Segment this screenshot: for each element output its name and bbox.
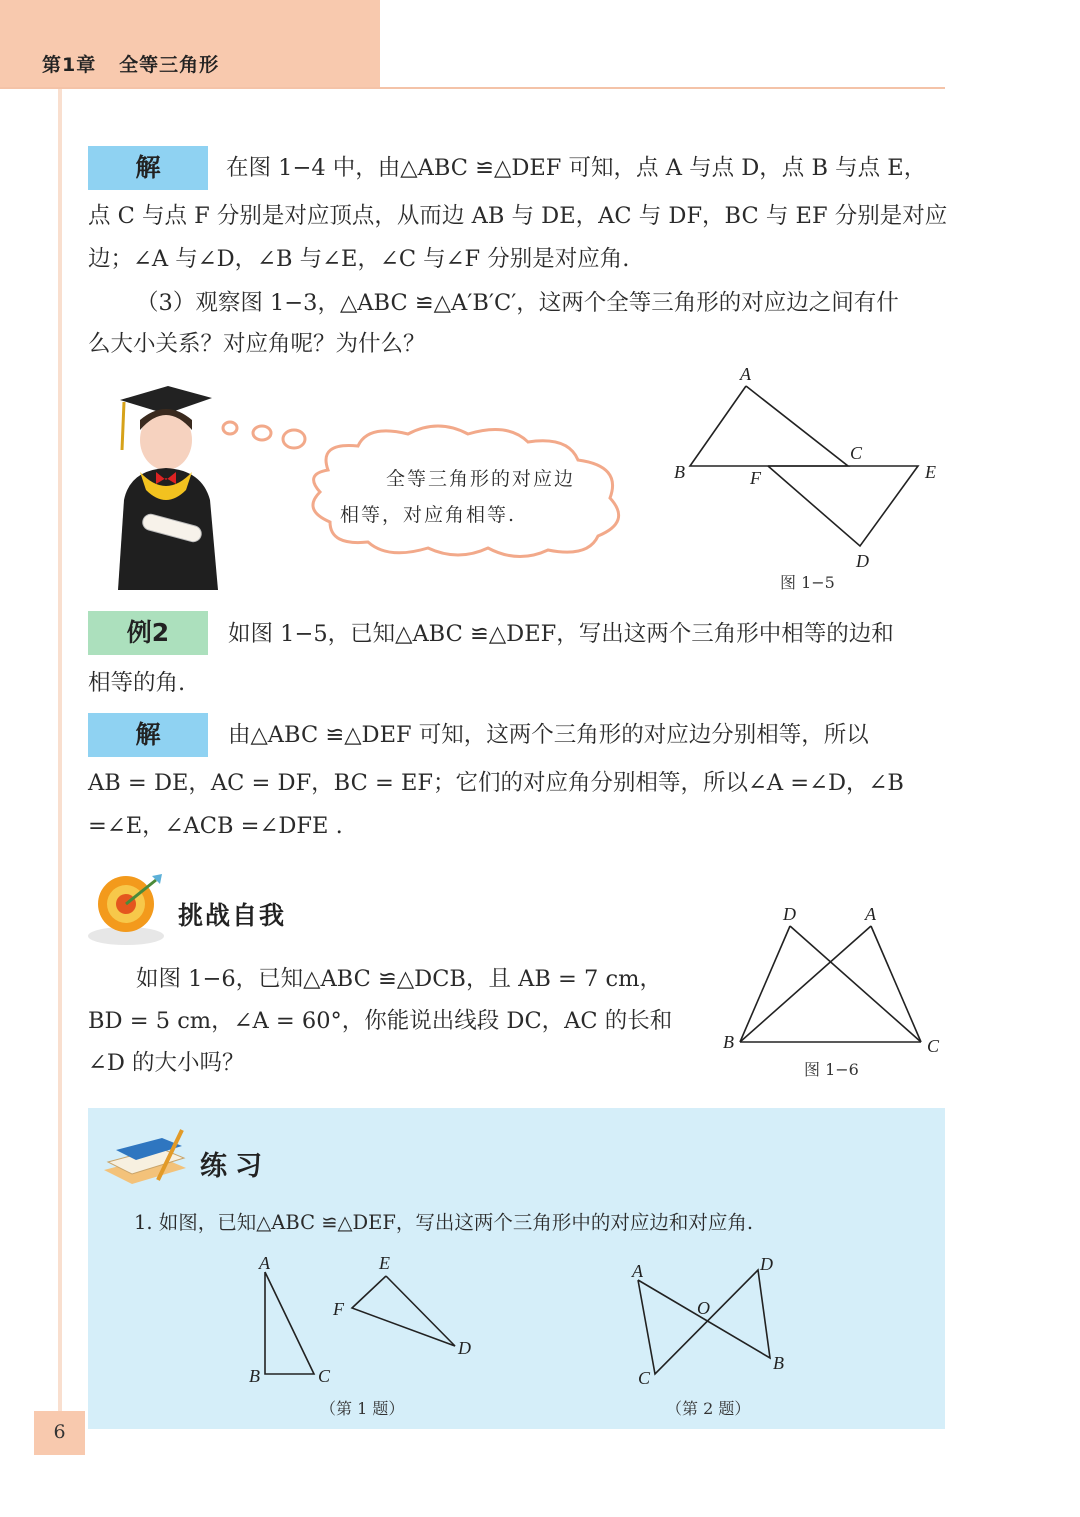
- solution2-line2: AB = DE，AC = DF，BC = EF；它们的对应角分别相等，所以∠A =∠D，∠B: [88, 770, 904, 796]
- p1-label-E: E: [379, 1253, 390, 1273]
- bubble-line2: 相等，对应角相等.: [340, 504, 517, 526]
- p1-label-D: D: [458, 1338, 471, 1358]
- fig15-label-B: B: [674, 462, 685, 482]
- fig16-label-A: A: [865, 904, 876, 924]
- target-icon: [86, 866, 170, 950]
- practice-question1: 1. 如图，已知△ABC ≌△DEF，写出这两个三角形中的对应边和对应角.: [134, 1211, 754, 1234]
- solution1-line2: 点 C 与点 F 分别是对应顶点，从而边 AB 与 DE，AC 与 DF，BC 与 EF 分别是对应: [88, 203, 948, 229]
- solution2-line3: =∠E，∠ACB =∠DFE .: [88, 813, 343, 839]
- fig15-label-D: D: [856, 551, 869, 571]
- p1-label-F: F: [333, 1299, 344, 1319]
- challenge-line1: 如图 1−6，已知△ABC ≌△DCB，且 AB = 7 cm，: [136, 966, 662, 992]
- practice-fig1-caption: （第 1 题）: [320, 1399, 405, 1418]
- p2-label-A: A: [632, 1261, 643, 1281]
- solution-tag: 解: [88, 146, 208, 190]
- example2-line1: 如图 1−5，已知△ABC ≌△DEF，写出这两个三角形中相等的边和: [228, 621, 894, 647]
- p1-label-C: C: [318, 1366, 331, 1386]
- fig15-label-E: E: [925, 462, 936, 482]
- figure-1-6: [715, 898, 950, 1058]
- fig16-label-D: D: [783, 904, 796, 924]
- challenge-line2: BD = 5 cm，∠A = 60°，你能说出线段 DC，AC 的长和: [88, 1008, 673, 1034]
- example2-line2: 相等的角.: [88, 670, 186, 696]
- figure-1-5: [660, 360, 950, 575]
- page-number: 6: [53, 1421, 66, 1443]
- p2-label-O: O: [697, 1298, 710, 1318]
- practice-fig2-caption: （第 2 题）: [666, 1399, 751, 1418]
- figure-1-6-caption: 图 1−6: [804, 1060, 859, 1079]
- p1-label-A: A: [259, 1253, 270, 1273]
- chapter-title: 全等三角形: [119, 54, 220, 76]
- solution1-line1: 在图 1−4 中，由△ABC ≌△DEF 可知，点 A 与点 D，点 B 与点 E，: [226, 155, 927, 181]
- fig16-label-B: B: [723, 1032, 734, 1052]
- bubble-line1: 全等三角形的对应边: [386, 468, 576, 490]
- challenge-title: 挑战自我: [178, 901, 287, 930]
- p2-label-D: D: [760, 1254, 773, 1274]
- fig16-label-C: C: [927, 1036, 940, 1056]
- solution2-line1: 由△ABC ≌△DEF 可知，这两个三角形的对应边分别相等，所以: [228, 722, 869, 748]
- challenge-line3: ∠D 的大小吗？: [88, 1050, 245, 1076]
- fig15-label-F: F: [750, 468, 761, 488]
- fig15-label-C: C: [850, 443, 863, 463]
- p2-label-B: B: [773, 1353, 784, 1373]
- books-pen-icon: [98, 1124, 190, 1190]
- chapter-number: 第1章: [42, 54, 97, 76]
- practice-figure-2: [620, 1250, 800, 1390]
- practice-title: 练习: [200, 1151, 270, 1182]
- question3-line2: 么大小关系？对应角呢？为什么？: [88, 331, 426, 357]
- question3-line1: （3）观察图 1−3，△ABC ≌△A′B′C′，这两个全等三角形的对应边之间有什: [136, 290, 899, 316]
- solution2-tag: 解: [88, 713, 208, 757]
- chapter-heading: [42, 50, 219, 77]
- p1-label-B: B: [249, 1366, 260, 1386]
- fig15-label-A: A: [740, 364, 751, 384]
- solution1-line3: 边；∠A 与∠D，∠B 与∠E，∠C 与∠F 分别是对应角.: [88, 246, 630, 272]
- example-tag: 例2: [88, 611, 208, 655]
- left-margin-rule: [58, 89, 62, 1434]
- p2-label-C: C: [638, 1368, 651, 1388]
- figure-1-5-caption: 图 1−5: [780, 573, 835, 592]
- header-rule: [0, 87, 945, 89]
- practice-figure-1: [240, 1250, 480, 1390]
